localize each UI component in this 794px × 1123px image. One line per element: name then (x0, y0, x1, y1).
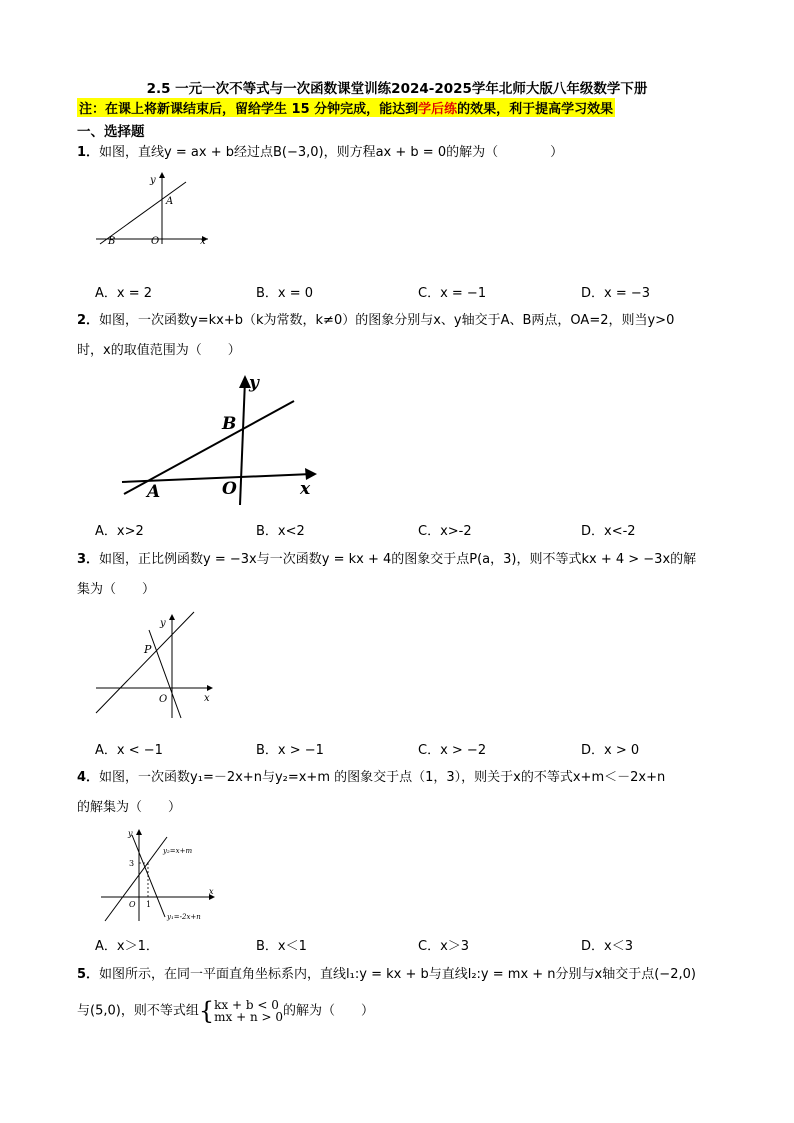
q2-x-label: x (300, 479, 311, 499)
note-highlight: 学后练 (418, 102, 458, 117)
q1-option-c[interactable]: C．x = −1 (418, 286, 487, 301)
q4-y-label: y (128, 829, 133, 838)
system-brace: { (198, 997, 215, 1025)
question-4-text-2: 的解集为（ ） (77, 800, 182, 815)
q4-option-c[interactable]: C．x＞3 (418, 939, 470, 954)
q1-point-b-label: B (108, 236, 116, 247)
q1-y-label: y (150, 175, 156, 186)
q1-y-arrow (159, 172, 165, 178)
q4-line-y2-label: y₂=x+m (163, 847, 193, 855)
q4-y-arrow (136, 829, 142, 835)
question-5-line-2 (77, 996, 374, 1027)
q3-y-arrow (169, 614, 175, 620)
question-3-text-1: 如图，正比例函数y = −3x与一次函数y = kx + 4的图象交于点P(a，3)，则不等式kx + 4 > −3x的解 (99, 552, 697, 567)
q4-line-y1-label: y₁=-2x+n (167, 913, 201, 921)
q2-point-b-label: B (222, 414, 237, 434)
question-5-text-2: 与(5,0)，则不等式组 (77, 1003, 199, 1019)
question-2-number: 2． (77, 313, 100, 328)
note-text-1: 注：在课上将新课结束后，留给学生 15 分钟完成，能达到 (79, 102, 419, 117)
q1-option-a[interactable]: A．x = 2 (95, 286, 153, 301)
q2-option-a[interactable]: A．x>2 (95, 524, 144, 539)
q2-line (124, 401, 294, 494)
q2-y-axis (240, 380, 245, 505)
q1-origin-label: O (151, 236, 160, 247)
question-5-text-1: 如图所示，在同一平面直角坐标系内，直线l₁:y = kx + b与直线l₂:y = mx + n分别与x轴交于点(−2,0) (99, 967, 696, 982)
q3-x-label: x (204, 693, 210, 704)
q4-tick-3: 3 (129, 859, 135, 868)
question-5-text-3: 的解为（ ） (283, 1003, 375, 1019)
question-2-text-1: 如图，一次函数y=kx+b（k为常数，k≠0）的图象分别与x、y轴交于A、B两点，OA=2，则当y>0 (99, 313, 675, 328)
question-3 (77, 551, 696, 569)
inequality-1: kx + b < 0 (214, 998, 279, 1012)
q3-option-b[interactable]: B．x > −1 (256, 743, 324, 758)
question-1-text: 如图，直线y = ax + b经过点B(−3,0)，则方程ax + b = 0的解为（ ） (99, 145, 564, 160)
question-1-number: 1． (77, 145, 100, 160)
page-title: 2.5 一元一次不等式与一次函数课堂训练2024-2025学年北师大版八年级数学下册 (146, 81, 648, 97)
q4-x-label: x (209, 887, 214, 896)
q4-tick-1: 1 (146, 900, 152, 909)
question-2-figure (112, 370, 322, 510)
question-1-figure (90, 168, 215, 248)
question-5 (77, 966, 696, 984)
q3-option-c[interactable]: C．x > −2 (418, 743, 487, 758)
question-4 (77, 769, 665, 787)
q1-line (100, 182, 186, 244)
question-3-number: 3． (77, 552, 100, 567)
question-4-text-1: 如图，一次函数y₁=－2x+n与y₂=x+m 的图象交于点（1，3），则关于x的不等式x+m＜－2x+n (99, 770, 666, 785)
q1-option-b[interactable]: B．x = 0 (256, 286, 314, 301)
teacher-note (77, 98, 615, 117)
q4-option-a[interactable]: A．x＞1． (95, 939, 159, 954)
q4-option-d[interactable]: D．x＜3 (581, 939, 633, 954)
question-3-text-2: 集为（ ） (77, 582, 156, 597)
q2-y-label: y (249, 373, 259, 393)
question-1 (77, 144, 563, 162)
q3-origin-label: O (159, 694, 168, 705)
q1-x-label: x (200, 236, 206, 247)
q3-point-p-label: P (144, 643, 152, 656)
q2-option-d[interactable]: D．x<-2 (581, 524, 636, 539)
question-5-number: 5． (77, 967, 100, 982)
question-4-number: 4． (77, 770, 100, 785)
q2-option-c[interactable]: C．x>-2 (418, 524, 472, 539)
q3-y-label: y (160, 618, 166, 629)
section-heading: 一、选择题 (77, 124, 145, 140)
q2-x-axis (122, 474, 312, 482)
q1-option-d[interactable]: D．x = −3 (581, 286, 651, 301)
inequality-system (214, 999, 283, 1023)
q4-origin-label: O (129, 900, 136, 909)
q4-line-y2 (105, 837, 167, 921)
question-4-figure (97, 825, 222, 925)
q3-x-arrow (207, 685, 213, 691)
q3-option-a[interactable]: A．x < −1 (95, 743, 163, 758)
inequality-2: mx + n > 0 (214, 1010, 283, 1024)
q2-option-b[interactable]: B．x<2 (256, 524, 305, 539)
q2-origin-label: O (222, 479, 237, 499)
question-2 (77, 312, 674, 330)
q4-option-b[interactable]: B．x＜1 (256, 939, 307, 954)
q3-line-kx-plus-4 (96, 612, 194, 713)
q2-point-a-label: A (147, 482, 161, 502)
question-2-text-2: 时，x的取值范围为（ ） (77, 343, 241, 358)
question-3-figure (92, 608, 217, 723)
q1-point-a-label: A (166, 196, 174, 207)
note-text-2: 的效果，利于提高学习效果 (457, 102, 614, 117)
q3-option-d[interactable]: D．x > 0 (581, 743, 640, 758)
